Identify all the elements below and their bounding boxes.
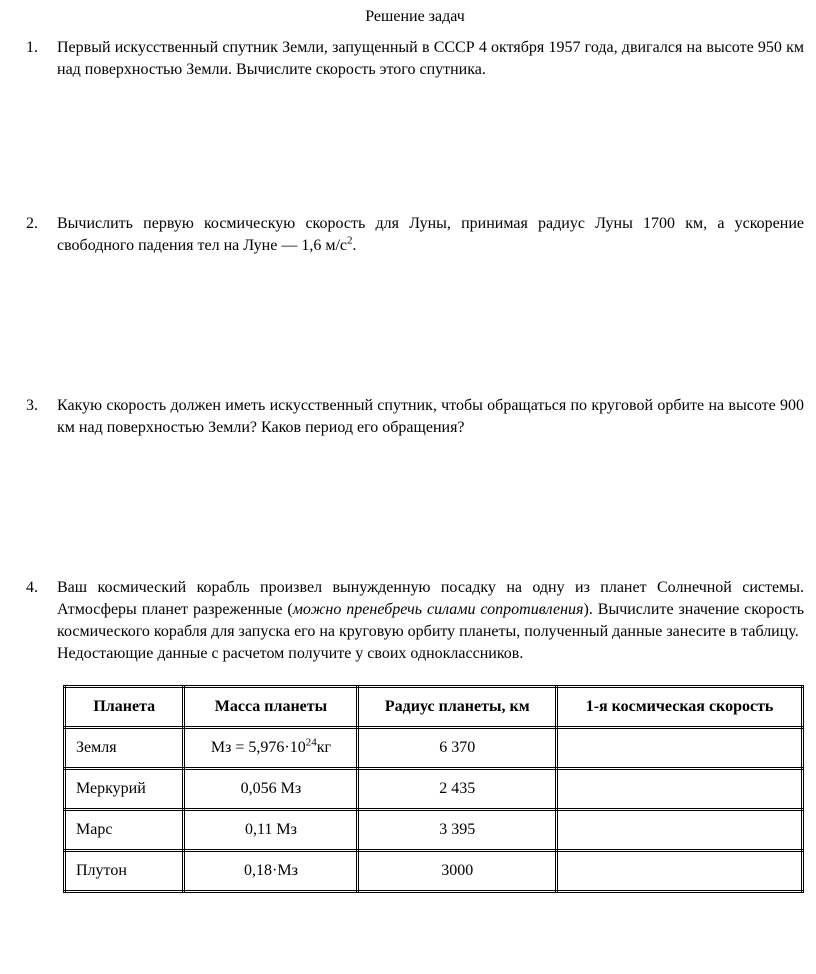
mass-unit: кг: [316, 739, 332, 756]
table-row: [65, 728, 803, 769]
cell-planet: Земля: [65, 728, 184, 769]
table-header-row: [65, 687, 803, 728]
cell-speed: [557, 851, 803, 892]
cell-planet: Марс: [65, 810, 184, 851]
problem-item-4: [26, 577, 804, 665]
planets-table: [63, 685, 804, 893]
cell-planet: Меркурий: [65, 769, 184, 810]
cell-speed: [557, 769, 803, 810]
problem-4-text-end: ). Вычислите значение скорость космического корабля для запуска его на круговую орбиту планеты, полученный данные занесите в таблицу.: [57, 601, 805, 640]
mass-value: Мз = 5,976·10: [210, 739, 306, 756]
problem-3-text: Какую скорость должен иметь искусственный спутник, чтобы обращаться по круговой орбите на высоте 900 км над поверхностью Земли? Каков период его обращения?: [57, 397, 804, 436]
cell-mass: 0,11 Мз: [184, 810, 358, 851]
header-cell-radius: Радиус планеты, км: [358, 687, 557, 728]
problem-item-2: [26, 213, 804, 257]
cell-planet: Плутон: [65, 851, 184, 892]
problem-4-text: Ваш космический корабль произвел вынужденную посадку на одну из планет Солнечной системы. Атмосферы планет разреженные (: [57, 579, 804, 618]
page-title: Решение задач: [365, 8, 465, 25]
cell-mass: 0,18·Мз: [184, 851, 358, 892]
problem-2-text: Вычислить первую космическую скорость для Луны, принимая радиус Луны 1700 км, а ускорение свободного падения тел на Луне — 1,6 м/с: [57, 215, 804, 254]
table-row: [65, 769, 803, 810]
cell-radius: 6 370: [358, 728, 557, 769]
problem-item-1: [26, 37, 804, 81]
superscript: 24: [305, 736, 317, 749]
header-cell-mass: Масса планеты: [184, 687, 358, 728]
table-row: [65, 810, 803, 851]
problem-item-3: [26, 395, 804, 439]
problem-4-italic-text: можно пренебречь силами сопротивления: [292, 601, 584, 618]
cell-mass: 0,056 Мз: [184, 769, 358, 810]
problem-text: [57, 395, 804, 439]
problem-1-text: Первый искусственный спутник Земли, запущенный в СССР 4 октября 1957 года, двигался на высоте 950 км над поверхностью Земли. Вычислите скорость этого спутника.: [57, 39, 804, 78]
cell-speed: [557, 728, 803, 769]
header-cell-speed: 1-я космическая скорость: [557, 687, 803, 728]
problem-number: 4.: [26, 579, 38, 596]
problem-number: 1.: [26, 39, 38, 56]
problem-number: 3.: [26, 397, 38, 414]
problem-text: [57, 577, 804, 665]
header-cell-planet: Планета: [65, 687, 184, 728]
problem-text: [57, 213, 804, 257]
problem-text: [57, 37, 804, 81]
problem-4-second-line: Недостающие данные с расчетом получите у своих одноклассников.: [57, 645, 524, 662]
problem-number: 2.: [26, 215, 38, 232]
cell-mass: [184, 728, 358, 769]
superscript: 2: [347, 234, 353, 247]
cell-radius: 3000: [358, 851, 557, 892]
table-row: [65, 851, 803, 892]
cell-radius: 2 435: [358, 769, 557, 810]
cell-radius: 3 395: [358, 810, 557, 851]
problem-2-text-end: .: [352, 237, 357, 254]
cell-speed: [557, 810, 803, 851]
